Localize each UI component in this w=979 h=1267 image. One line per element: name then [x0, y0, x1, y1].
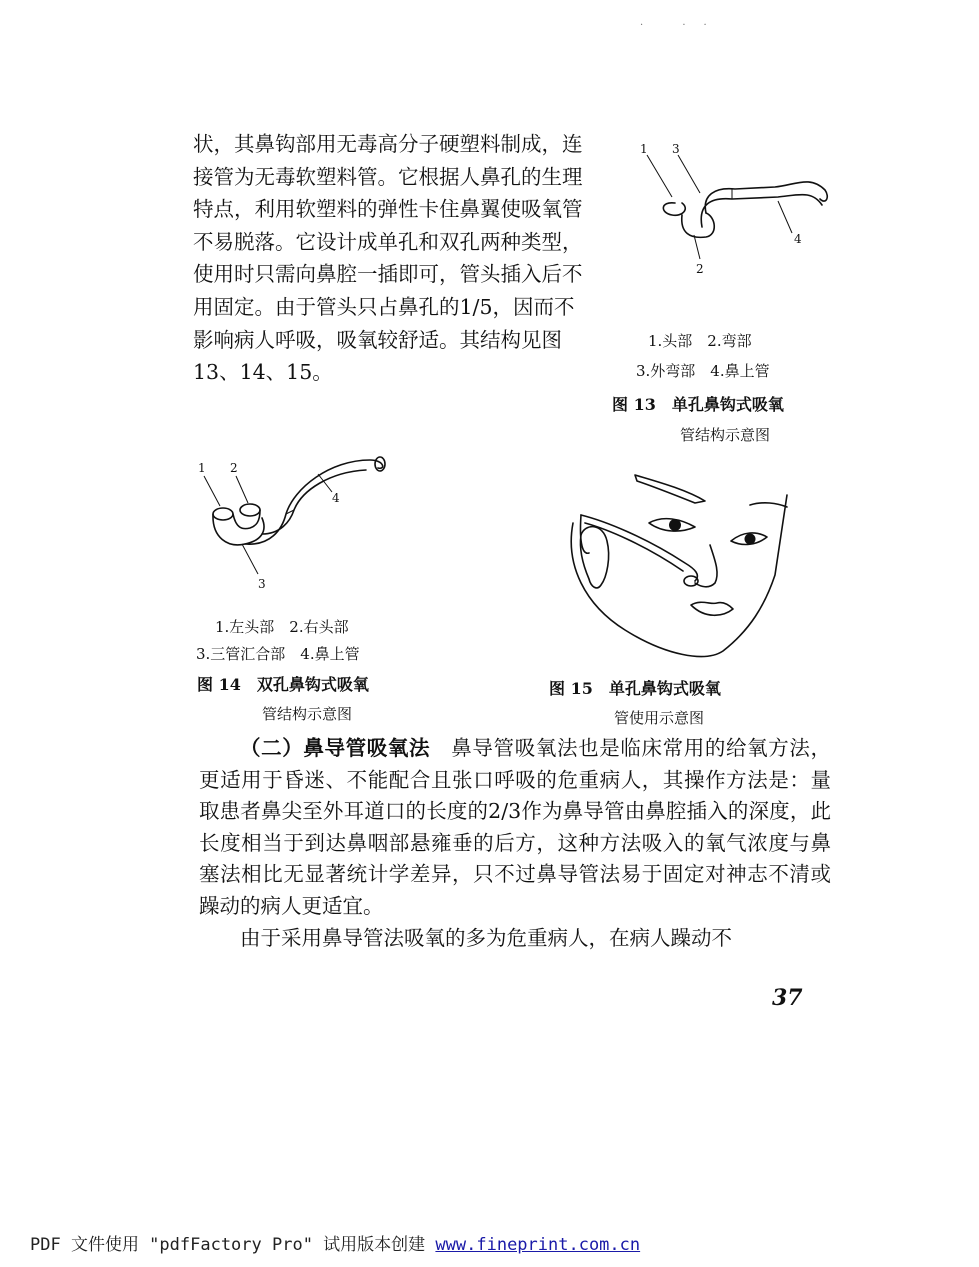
footer-link[interactable]: www.fineprint.com.cn: [435, 1235, 641, 1255]
fig14-leader-3: [242, 544, 258, 574]
fig14-caption-2: 管结构示意图: [262, 705, 353, 723]
pdf-footer: [30, 1230, 640, 1255]
figure-14-drawing: [190, 448, 410, 598]
fig13-leader-3: [678, 155, 700, 193]
face-with-tube-illustration: [571, 475, 787, 656]
left-eyebrow: [635, 475, 705, 503]
fig13-leader-4: [778, 201, 792, 233]
fig13-label-2: 2: [696, 262, 704, 276]
lips: [691, 602, 733, 615]
fig13-label-3: 3: [672, 142, 680, 156]
fig13-leader-1: [647, 155, 672, 197]
fig14-leader-2: [236, 476, 248, 503]
next-paragraph: 由于采用鼻导管法吸氧的多为危重病人，在病人躁动不: [240, 925, 732, 950]
fig13-legend-2: 3.外弯部 4.鼻上管: [636, 362, 770, 380]
fig15-caption-1: 图 15 单孔鼻钩式吸氧: [549, 679, 721, 698]
fig14-leader-1: [204, 476, 220, 506]
right-eyebrow: [750, 503, 787, 507]
section-nasal-catheter: [199, 733, 831, 954]
right-pupil: [745, 534, 756, 545]
section-heading: （二）鼻导管吸氧法: [240, 736, 431, 760]
fig14-label-1: 1: [198, 461, 206, 475]
footer-text: PDF 文件使用 "pdfFactory Pro" 试用版本创建: [30, 1235, 426, 1255]
paragraph-text: 状，其鼻钩部用无毒高分子硬塑料制成，连接管为无毒软塑料管。它根据人鼻孔的生理特点，利用软塑料的弹性卡住鼻翼使吸氧管不易脱落。它设计成单孔和双孔两种类型，使用时只需向鼻腔一插即可，管头插入后不用固定。由于管头只占鼻孔的1/5，因而不影响病人呼吸，吸氧较舒适。其结构见图13、14、15。: [193, 132, 583, 385]
fig13-label-1: 1: [640, 142, 648, 156]
body-paragraph-top: [193, 128, 585, 389]
fig15-caption-2: 管使用示意图: [614, 709, 705, 727]
fig14-label-3: 3: [258, 577, 266, 591]
fig13-caption-2: 管结构示意图: [680, 426, 771, 444]
face-jawline: [571, 495, 787, 656]
figure-15-drawing: [545, 465, 830, 670]
fig14-label-4: 4: [332, 491, 340, 505]
section-body: 鼻导管吸氧法也是临床常用的给氧方法，更适用于昏迷、不能配合且张口呼吸的危重病人，其操作方法是：量取患者鼻尖至外耳道口的长度的2/3作为鼻导管由鼻腔插入的深度，此长度相当于到达鼻咽部悬雍垂的后方，这种方法吸入的氧气浓度与鼻塞法相比无显著统计学差异，只不过鼻导管法易于固定对神志不清或躁动的病人更适宜。: [199, 736, 832, 918]
ear-outline: [580, 527, 608, 588]
section-paragraph: [199, 733, 831, 923]
figure-13-drawing: [620, 135, 840, 280]
fig13-leader-2: [694, 235, 700, 259]
fig13-label-4: 4: [794, 232, 802, 246]
fig14-legend-1: 1.左头部 2.右头部: [215, 618, 349, 636]
fig14-legend-2: 3.三管汇合部 4.鼻上管: [196, 645, 360, 663]
fig14-label-2: 2: [230, 461, 238, 475]
fig14-caption-1: 图 14 双孔鼻钩式吸氧: [197, 675, 369, 694]
fig13-legend-1: 1.头部 2.弯部: [648, 332, 752, 350]
double-hole-tube-illustration: [213, 457, 385, 545]
left-pupil: [669, 519, 681, 531]
page-number: 37: [772, 985, 803, 1011]
fig13-caption-1: 图 13 单孔鼻钩式吸氧: [612, 395, 784, 414]
scan-specks: · ··: [640, 20, 725, 31]
single-hole-tube-illustration: [663, 182, 827, 237]
